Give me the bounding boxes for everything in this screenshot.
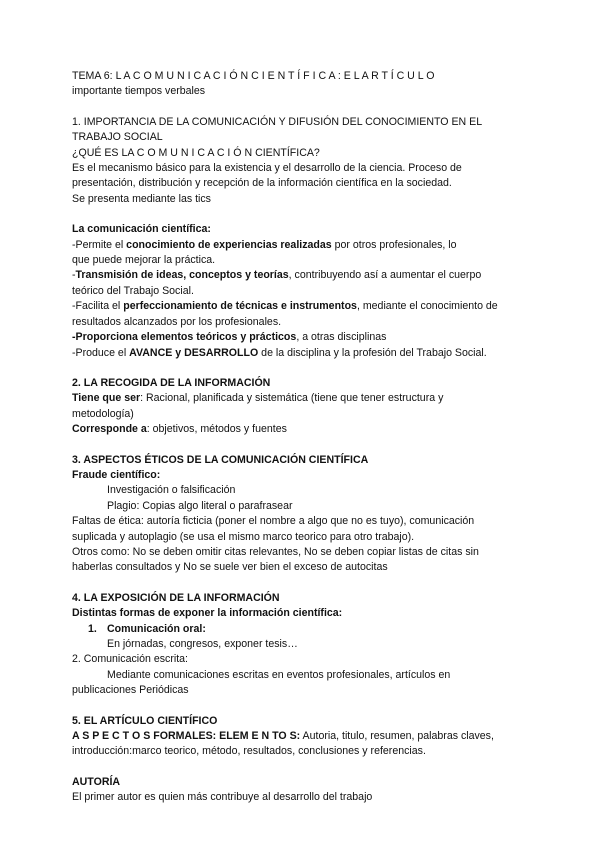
item-text: , contribuyendo así a aumentar el cuerpo: [288, 269, 482, 282]
line-label: Corresponde a: [72, 423, 147, 436]
section-1-question: ¿QUÉ ES LA C O M U N I C A C I Ó N CIENTÍFICA?: [72, 146, 320, 159]
ordered-item: 2. Comunicación escrita:: [72, 653, 188, 666]
item-emphasis: AVANCE y DESARROLLO: [129, 346, 259, 359]
communication-item-cont: que puede mejorar la práctica.: [72, 254, 216, 267]
line-text: : objetivos, métodos y fuentes: [146, 423, 287, 436]
item-number: 1.: [88, 622, 97, 635]
fraud-item: Investigación o falsificación: [107, 484, 236, 497]
section-1-paragraph-line: presentación, distribución y recepción de la información científica en la sociedad.: [72, 177, 452, 190]
item-text: -Permite el: [72, 238, 127, 251]
ordered-item-desc-cont: publicaciones Periódicas: [72, 684, 189, 697]
authorship-heading: AUTORÍA: [72, 775, 121, 788]
communication-heading: La comunicación científica:: [72, 223, 211, 236]
others-line: Otros como: No se deben omitir citas relevantes, No se deben copiar listas de citas sin: [72, 545, 479, 558]
section-2-line-cont: metodología): [72, 407, 134, 420]
fraud-heading: Fraude científico:: [72, 468, 161, 481]
section-4-heading: 4. LA EXPOSICIÓN DE LA INFORMACIÓN: [72, 591, 280, 604]
fraud-item: Plagio: Copias algo literal o parafrasear: [107, 499, 293, 512]
communication-item-cont: teórico del Trabajo Social.: [72, 284, 194, 297]
section-2-line: [72, 422, 532, 437]
item-text: de la disciplina y la profesión del Trabajo Social.: [258, 346, 487, 359]
item-text: -Produce el: [72, 346, 130, 359]
section-2-line: [72, 391, 532, 406]
spacer: [72, 438, 532, 453]
line-label: Tiene que ser: [72, 392, 141, 405]
section-2-heading: 2. LA RECOGIDA DE LA INFORMACIÓN: [72, 376, 271, 389]
item-text: -Facilita el: [72, 300, 124, 313]
others-line: haberlas consultados y No se suele ver bien el exceso de autocitas: [72, 561, 388, 574]
item-text: , mediante el conocimiento de: [356, 300, 498, 313]
item-emphasis: -Proporciona elementos teóricos y prácticos: [72, 331, 297, 344]
communication-item: [72, 299, 532, 314]
line-text: : Racional, planificada y sistemática (tiene que tener estructura y: [140, 392, 444, 405]
spacer: [72, 207, 532, 222]
section-1-heading-cont: TRABAJO SOCIAL: [72, 131, 163, 144]
section-3-heading: 3. ASPECTOS ÉTICOS DE LA COMUNICACIÓN CIENTÍFICA: [72, 453, 369, 466]
section-1-paragraph-line: Es el mecanismo básico para la existencia y el desarrollo de la ciencia. Proceso de: [72, 162, 462, 175]
item-emphasis: perfeccionamiento de técnicas e instrumentos: [123, 300, 357, 313]
topic-note: importante tiempos verbales: [72, 85, 206, 98]
section-1-heading: 1. IMPORTANCIA DE LA COMUNICACIÓN Y DIFUSIÓN DEL CONOCIMIENTO EN EL: [72, 115, 483, 128]
ethics-line: Faltas de ética: autoría ficticia (poner el nombre a algo que no es tuyo), comunicación: [72, 515, 475, 528]
line-label: A S P E C T O S FORMALES: ELEM E N TO S:: [72, 730, 301, 743]
spacer: [72, 100, 532, 115]
item-text: -: [72, 269, 76, 282]
spacer: [72, 361, 532, 376]
topic-title: TEMA 6: L A C O M U N I C A C I Ó N C I E N T Í F I C A : E L A R T Í C U L O: [72, 70, 435, 82]
communication-item: [72, 238, 532, 253]
item-text: por otros profesionales, lo: [331, 238, 457, 251]
ethics-line: suplicada y autoplagio (se usa el mismo marco teorico para otro trabajo).: [72, 530, 415, 543]
communication-item-cont: resultados alcanzados por los profesionales.: [72, 315, 282, 328]
section-1-paragraph-line: Se presenta mediante las tics: [72, 192, 211, 205]
communication-item: [72, 346, 532, 361]
section-4-subheading: Distintas formas de exponer la información científica:: [72, 607, 343, 620]
ordered-item-desc: Mediante comunicaciones escritas en eventos profesionales, artículos en: [107, 668, 451, 681]
ordered-item-desc: En jórnadas, congresos, exponer tesis…: [107, 638, 298, 650]
document-page: [72, 69, 532, 806]
communication-item: [72, 330, 532, 345]
spacer: [72, 699, 532, 714]
authorship-text: El primer autor es quien más contribuye al desarrollo del trabajo: [72, 791, 373, 804]
item-title: Comunicación oral:: [107, 622, 206, 635]
spacer: [72, 576, 532, 591]
line-text: Autoria, titulo, resumen, palabras claves,: [300, 730, 494, 743]
spacer: [72, 760, 532, 775]
section-5-heading: 5. EL ARTÍCULO CIENTÍFICO: [72, 714, 218, 727]
communication-item: [72, 268, 532, 283]
item-emphasis: Transmisión de ideas, conceptos y teorías: [75, 269, 289, 282]
item-emphasis: conocimiento de experiencias realizadas: [126, 238, 332, 251]
ordered-item: [72, 622, 532, 637]
formal-aspects-line: [72, 729, 532, 744]
item-text: , a otras disciplinas: [296, 331, 387, 344]
formal-aspects-line-cont: introducción:marco teorico, método, resultados, conclusiones y referencias.: [72, 745, 426, 758]
